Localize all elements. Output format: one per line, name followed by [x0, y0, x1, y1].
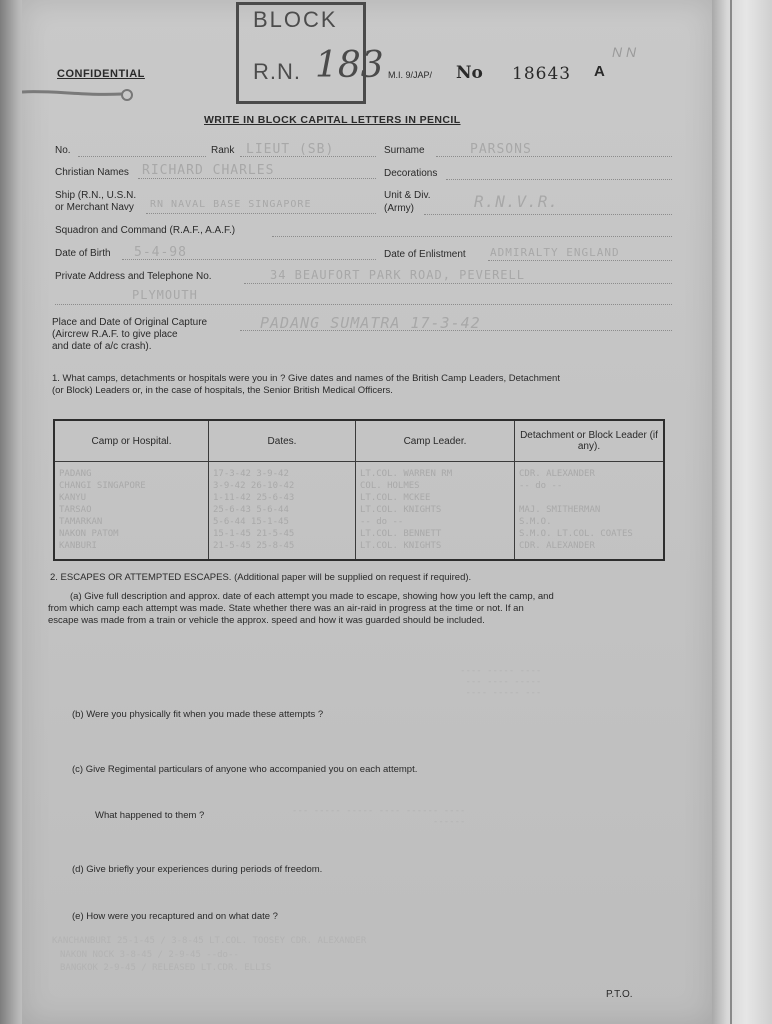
surname-line [436, 156, 672, 157]
ref-code: M.I. 9/JAP/ [388, 70, 433, 80]
table-header-row [54, 420, 664, 462]
rank-value: LIEUT (SB) [246, 142, 335, 157]
capture-line [240, 330, 672, 331]
address-label: Private Address and Telephone No. [55, 271, 212, 282]
pto-label: P.T.O. [606, 989, 633, 1000]
table-cell-entry: CDR. ALEXANDER [519, 541, 595, 551]
capture-label: Place and Date of Original Capture [52, 317, 208, 328]
detachment-cell [515, 462, 665, 561]
table-cell-entry: TAMARKAN [59, 517, 103, 527]
rank-label: Rank [211, 145, 235, 156]
q2a-line1: (a) Give full description and approx. date of each attempt you made to escape, showing how you left the camp, and [70, 591, 554, 602]
surname-value: PARSONS [470, 142, 532, 157]
col-leader-header: Camp Leader. [356, 420, 515, 462]
no-line [78, 156, 206, 157]
dob-value: 5-4-98 [134, 245, 187, 260]
table-cell-entry: 21-5-45 25-8-45 [213, 541, 295, 551]
stamp-block-text: BLOCK [253, 7, 338, 32]
document-number: 18643 [512, 64, 572, 84]
enlistment-value: ADMIRALTY ENGLAND [490, 246, 620, 259]
stamp-handwritten-number: 183 [315, 45, 384, 86]
capture-label-3: and date of a/c crash). [52, 341, 152, 352]
enlistment-label: Date of Enlistment [384, 249, 466, 260]
document-suffix: A [594, 63, 605, 80]
table-cell-entry: KANBURI [59, 541, 97, 551]
camps-table [53, 419, 665, 561]
christian-names-line [138, 178, 376, 179]
leaders-list [360, 468, 510, 552]
q2b-text: (b) Were you physically fit when you made these attempts ? [72, 709, 324, 720]
dob-line [122, 259, 376, 260]
table-cell-entry: 25-6-43 5-6-44 [213, 505, 289, 515]
table-cell-entry: COL. HOLMES [360, 481, 420, 491]
instruction-heading: WRITE IN BLOCK CAPITAL LETTERS IN PENCIL [204, 114, 461, 126]
q2a-line3: escape was made from a train or vehicle the approx. speed and how it was guarded should be included. [48, 615, 485, 626]
table-cell-entry: TARSAO [59, 505, 92, 515]
address-line-2 [55, 304, 672, 305]
table-cell-entry: NAKON PATOM [59, 529, 119, 539]
table-cell-entry: 15-1-45 21-5-45 [213, 529, 295, 539]
capture-value: PADANG SUMATRA 17-3-42 [260, 314, 481, 332]
table-cell-entry: -- do -- [360, 517, 404, 527]
table-cell-entry: MAJ. SMITHERMAN [519, 505, 601, 515]
unit-value: R.N.V.R. [474, 192, 560, 211]
table-cell-entry: CDR. ALEXANDER [519, 469, 595, 479]
q2c-text: (c) Give Regimental particulars of anyone who accompanied you on each attempt. [72, 764, 418, 775]
detachment-list [519, 468, 659, 552]
table-cell-entry: 17-3-42 3-9-42 [213, 469, 289, 479]
unit-line [424, 214, 672, 215]
table-row [54, 462, 664, 561]
table-cell-entry: KANYU [59, 493, 87, 503]
table-cell-entry: CHANGI SINGAPORE [59, 481, 146, 491]
christian-names-label: Christian Names [55, 167, 129, 178]
ship-label: Ship (R.N., U.S.N. [55, 190, 137, 201]
address-value: 34 BEAUFORT PARK ROAD, PEVERELL [270, 268, 525, 282]
camps-cell [54, 462, 209, 561]
bleed-through-text: ---- ----- ---- ----- ---- --- --- ----- ---- [460, 666, 542, 698]
camps-list [59, 468, 204, 552]
col-dates-header: Dates. [209, 420, 356, 462]
q2d-text: (d) Give briefly your experiences during periods of freedom. [72, 864, 323, 875]
number-prefix: No [456, 63, 483, 83]
table-cell-entry: LT.COL. WARREN RM [360, 469, 453, 479]
rank-line [240, 156, 376, 157]
table-cell-entry: -- do -- [519, 481, 563, 491]
address-value-2: PLYMOUTH [132, 288, 198, 302]
no-label: No. [55, 145, 71, 156]
table-cell-entry: S.M.O. [519, 517, 552, 527]
table-cell-entry: LT.COL. BENNETT [360, 529, 442, 539]
table-cell-entry: 5-6-44 15-1-45 [213, 517, 289, 527]
table-cell-entry: 3-9-42 26-10-42 [213, 481, 295, 491]
ship-value: RN NAVAL BASE SINGAPORE [150, 199, 312, 210]
dob-label: Date of Birth [55, 248, 111, 259]
bottom-note-row-3: BANGKOK 2-9-45 / RELEASED LT.CDR. ELLIS [60, 963, 272, 973]
confidential-label: CONFIDENTIAL [57, 68, 145, 80]
q2e-text: (e) How were you recaptured and on what date ? [72, 911, 278, 922]
unit-label-2: (Army) [384, 203, 414, 214]
bleed-through-text-2: ---- ------ ---- ----- ----- --- ------ [292, 806, 466, 827]
block-rn-stamp [236, 2, 384, 104]
surname-label: Surname [384, 145, 425, 156]
squadron-line [272, 236, 672, 237]
q1-text-line2: (or Block) Leaders or, in the case of hospitals, the Senior British Medical Officers. [52, 385, 393, 396]
enlistment-line [488, 260, 672, 261]
squadron-label: Squadron and Command (R.A.F., A.A.F.) [55, 225, 236, 236]
bottom-note-row-2: NAKON NOCK 3-8-45 / 2-9-45 --do-- [60, 950, 239, 960]
table-cell-entry: PADANG [59, 469, 92, 479]
q1-text-line1: 1. What camps, detachments or hospitals were you in ? Give dates and names of the British Camp Leaders, Detachment [52, 373, 560, 384]
stamp-rn-text: R.N. [253, 59, 301, 84]
capture-label-2: (Aircrew R.A.F. to give place [52, 329, 178, 340]
decorations-label: Decorations [384, 168, 438, 179]
corner-handwriting: N N [612, 44, 637, 60]
ship-label-2: or Merchant Navy [55, 202, 134, 213]
decorations-line [446, 179, 672, 180]
table-cell-entry: LT.COL. MCKEE [360, 493, 431, 503]
form-page [22, 0, 712, 1024]
table-cell-entry: 1-11-42 25-6-43 [213, 493, 295, 503]
q2a-line2: from which camp each attempt was made. State whether there was an air-raid in progress at the time or not. If an [48, 603, 524, 614]
unit-label: Unit & Div. [384, 190, 431, 201]
table-cell-entry: LT.COL. KNIGHTS [360, 505, 442, 515]
q2-title: 2. ESCAPES OR ATTEMPTED ESCAPES. (Additional paper will be supplied on request if required). [50, 572, 472, 583]
leaders-cell [356, 462, 515, 561]
binding-string [22, 86, 140, 102]
address-line [244, 283, 672, 284]
dates-list [213, 468, 351, 552]
q2c-follow-text: What happened to them ? [95, 810, 205, 821]
col-detachment-header: Detachment or Block Leader (if any). [515, 420, 665, 462]
christian-names-value: RICHARD CHARLES [142, 163, 275, 178]
dates-cell [209, 462, 356, 561]
table-cell-entry [519, 492, 659, 504]
bottom-note-row-1: KANCHANBURI 25-1-45 / 3-8-45 LT.COL. TOOSEY CDR. ALEXANDER [52, 936, 367, 946]
table-cell-entry: S.M.O. LT.COL. COATES [519, 529, 633, 539]
stacked-pages-edge [708, 0, 772, 1024]
table-cell-entry: LT.COL. KNIGHTS [360, 541, 442, 551]
ship-line [146, 213, 376, 214]
col-camp-header: Camp or Hospital. [54, 420, 209, 462]
